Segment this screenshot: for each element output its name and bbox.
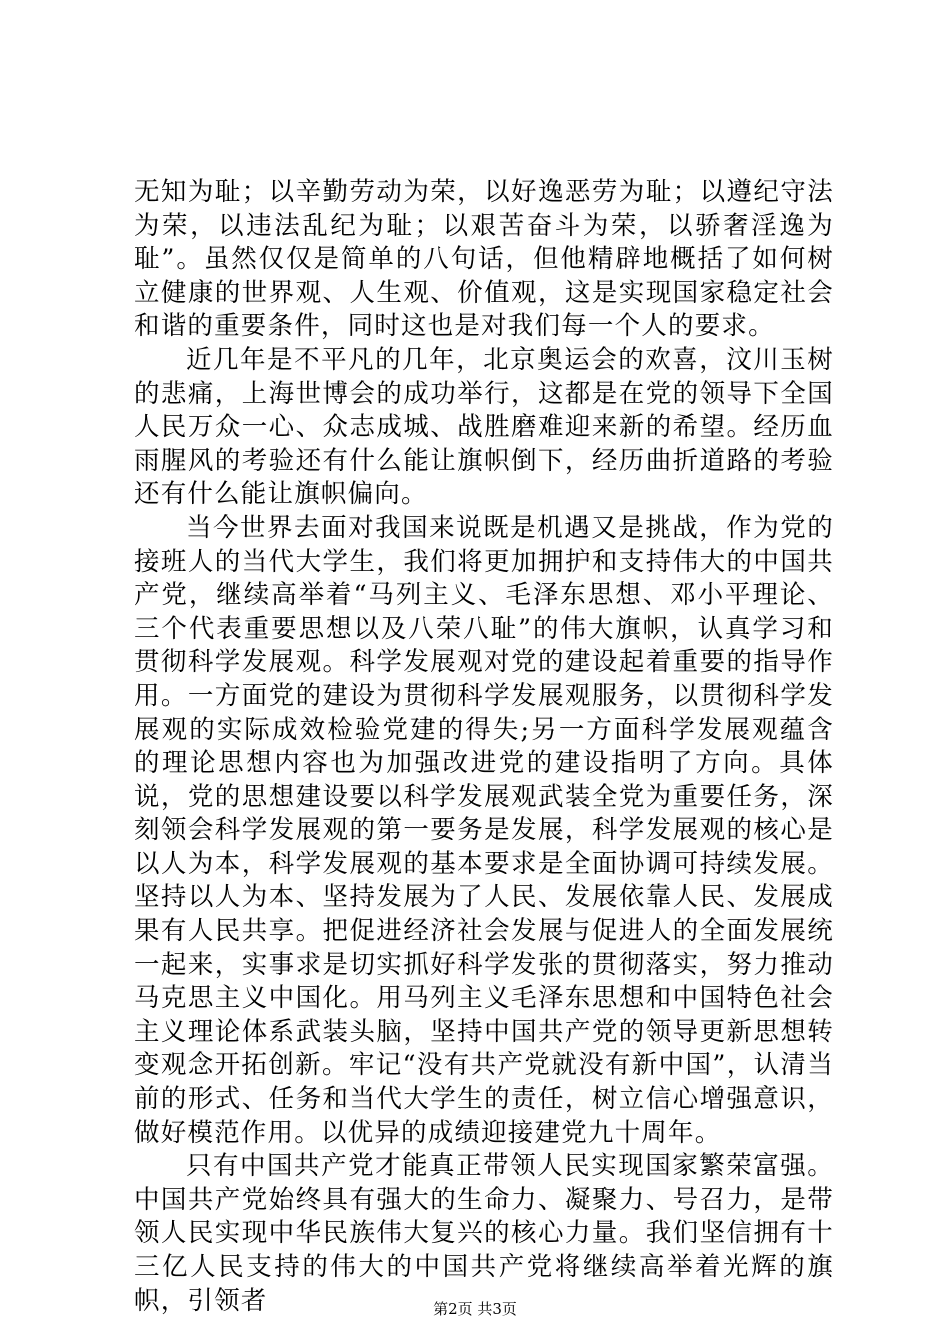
paragraph-4: 只有中国共产党才能真正带领人民实现国家繁荣富强。中国共产党始终具有强大的生命力、凝聚力、号召力，是带领人民实现中华民族伟大复兴的核心力量。我们坚信拥有十三亿人民支持的伟大的中国共产党将继续高举着光辉的旗帜，引领者 (134, 1151, 834, 1316)
paragraph-2: 近几年是不平凡的几年，北京奥运会的欢喜，汶川玉树的悲痛，上海世博会的成功举行，这都是在党的领导下全国人民万众一心、众志成城、战胜磨难迎来新的希望。经历血雨腥风的考验还有什么能让旗帜倒下，经历曲折道路的考验还有什么能让旗帜偏向。 (134, 344, 834, 510)
paragraph-3: 当今世界去面对我国来说既是机遇又是挑战，作为党的接班人的当代大学生，我们将更加拥护和支持伟大的中国共产党，继续高举着“马列主义、毛泽东思想、邓小平理论、三个代表重要思想以及八荣八耻”的伟大旗帜，认真学习和贯彻科学发展观。科学发展观对党的建设起着重要的指导作用。一方面党的建设为贯彻科学发展观服务，以贯彻科学发展观的实际成效检验党建的得失;另一方面科学发展观蕴含的理论思想内容也为加强改进党的建设指明了方向。具体说，党的思想建设要以科学发展观武装全党为重要任务，深刻领会科学发展观的第一要务是发展，科学发展观的核心是以人为本，科学发展观的基本要求是全面协调可持续发展。坚持以人为本、坚持发展为了人民、发展依靠人民、发展成果有人民共享。把促进经济社会发展与促进人的全面发展统一起来，实事求是切实抓好科学发张的贯彻落实，努力推动马克思主义中国化。用马列主义毛泽东思想和中国特色社会主义理论体系武装头脑，坚持中国共产党的领导更新思想转变观念开拓创新。牢记“没有共产党就没有新中国”，认清当前的形式、任务和当代大学生的责任，树立信心增强意识，做好模范作用。以优异的成绩迎接建党九十周年。 (134, 512, 834, 1148)
paragraph-1: 无知为耻；以辛勤劳动为荣，以好逸恶劳为耻；以遵纪守法为荣，以违法乱纪为耻；以艰苦奋斗为荣，以骄奢淫逸为耻”。虽然仅仅是简单的八句话，但他精辟地概括了如何树立健康的世界观、人生观、价值观，这是实现国家稳定社会和谐的重要条件，同时这也是对我们每一个人的要求。 (134, 177, 834, 342)
page-number-footer: 第2页 共3页 (433, 1300, 517, 1318)
document-body (134, 176, 834, 1318)
